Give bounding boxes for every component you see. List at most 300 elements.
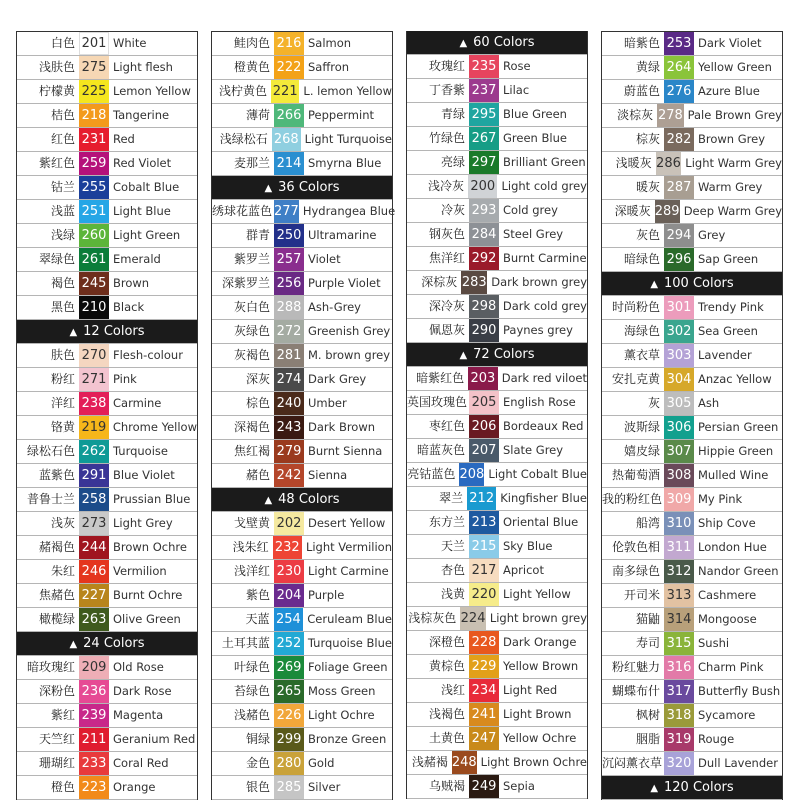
english-color-name: Dark red viloet: [501, 371, 587, 385]
color-swatch-number: 305: [664, 392, 694, 415]
chinese-color-name: 蓝紫色: [38, 468, 75, 482]
chinese-color-name: 浅绿松石: [219, 132, 268, 146]
color-row: [212, 608, 392, 632]
color-row: [212, 656, 392, 680]
color-swatch-number: 205: [469, 391, 499, 414]
color-swatch-number: 286: [656, 152, 682, 175]
english-color-name: Umber: [308, 396, 347, 410]
color-swatch-number: 251: [79, 200, 109, 223]
color-swatch-number: 237: [469, 79, 499, 102]
chinese-color-name: 英国玫瑰色: [407, 395, 468, 409]
chinese-color-name: 薰衣草: [623, 348, 660, 362]
color-swatch-number: 274: [274, 368, 304, 391]
color-row: [212, 584, 392, 608]
color-swatch-number: 241: [469, 703, 499, 726]
chinese-color-name: 枫树: [635, 708, 660, 722]
english-color-name: Light Ochre: [308, 708, 375, 722]
chinese-color-name: 土耳其蓝: [221, 636, 270, 650]
color-swatch-number: 262: [79, 440, 109, 463]
color-swatch-number: 268: [272, 128, 301, 151]
english-color-name: Cold grey: [503, 203, 558, 217]
chinese-color-name: 珊瑚红: [38, 756, 75, 770]
english-color-name: Magenta: [113, 708, 164, 722]
english-color-name: Old Rose: [113, 660, 164, 674]
chinese-color-name: 银色: [245, 780, 270, 794]
english-color-name: Dark brown grey: [491, 275, 587, 289]
color-row: [602, 416, 782, 440]
english-color-name: Dark Brown: [308, 420, 376, 434]
chinese-color-name: 浅赭色: [233, 708, 270, 722]
color-row: [602, 224, 782, 248]
chinese-color-name: 焦赭色: [38, 588, 75, 602]
color-swatch-number: 202: [274, 512, 304, 535]
color-row: [17, 752, 197, 776]
chinese-color-name: 浅红: [440, 683, 465, 697]
color-row: [212, 536, 392, 560]
color-row: [407, 127, 587, 151]
chinese-color-name: 浅黄: [440, 587, 465, 601]
color-swatch-number: 302: [664, 320, 694, 343]
color-row: [17, 80, 197, 104]
english-color-name: Salmon: [308, 36, 352, 50]
section-header-label: 72 Colors: [473, 347, 535, 362]
english-color-name: Green Blue: [503, 131, 567, 145]
color-swatch-number: 265: [274, 680, 304, 703]
color-row: [17, 392, 197, 416]
english-color-name: Light flesh: [113, 60, 173, 74]
chinese-color-name: 薄荷: [245, 108, 270, 122]
english-color-name: Rose: [503, 59, 531, 73]
color-row: [407, 679, 587, 703]
color-swatch-number: 235: [469, 55, 499, 78]
triangle-up-icon: ▲: [69, 327, 78, 338]
chinese-color-name: 沉闷薰衣草: [602, 756, 663, 770]
english-color-name: Silver: [308, 780, 341, 794]
english-color-name: Sienna: [308, 468, 348, 482]
chinese-color-name: 钢灰色: [428, 227, 465, 241]
color-row: [407, 295, 587, 319]
chinese-color-name: 波斯绿: [623, 420, 660, 434]
color-swatch-number: 307: [664, 440, 694, 463]
chinese-color-name: 灰: [647, 396, 660, 410]
chinese-color-name: 铜绿: [245, 732, 270, 746]
section-header-label: 48 Colors: [278, 492, 340, 507]
chinese-color-name: 胭脂: [635, 732, 660, 746]
english-color-name: Mulled Wine: [698, 468, 769, 482]
color-row: [407, 79, 587, 103]
color-swatch-number: 239: [79, 704, 109, 727]
color-row: [212, 344, 392, 368]
color-swatch-number: 297: [469, 151, 499, 174]
english-color-name: Light cold grey: [501, 179, 587, 193]
english-color-name: Dark Grey: [308, 372, 367, 386]
color-swatch-number: 221: [271, 80, 299, 103]
section-header-label: 12 Colors: [83, 324, 145, 339]
color-row: [407, 247, 587, 271]
english-color-name: Dark Violet: [698, 36, 762, 50]
color-swatch-number: 250: [274, 224, 304, 247]
color-swatch-number: 224: [460, 607, 486, 630]
color-swatch-number: 233: [79, 752, 109, 775]
triangle-up-icon: ▲: [69, 639, 78, 650]
color-swatch-number: 228: [469, 631, 499, 654]
color-swatch-number: 290: [469, 319, 499, 342]
color-row: [407, 607, 587, 631]
english-color-name: Prussian Blue: [113, 492, 191, 506]
color-swatch-number: 247: [469, 727, 499, 750]
color-swatch-number: 313: [664, 584, 694, 607]
color-row: [17, 416, 197, 440]
color-row: [212, 728, 392, 752]
color-swatch-number: 301: [664, 296, 694, 319]
color-row: [212, 512, 392, 536]
english-color-name: Light Vermilion: [305, 540, 392, 554]
english-color-name: Lavender: [698, 348, 752, 362]
chinese-color-name: 金色: [245, 756, 270, 770]
chinese-color-name: 群青: [245, 228, 270, 242]
color-row: [602, 728, 782, 752]
english-color-name: Light Carmine: [308, 564, 389, 578]
chinese-color-name: 亮绿: [440, 155, 465, 169]
english-color-name: Azure Blue: [698, 84, 760, 98]
color-row: [407, 655, 587, 679]
color-swatch-number: 209: [79, 656, 109, 679]
chinese-color-name: 浅洋红: [233, 564, 270, 578]
color-row: [602, 680, 782, 704]
color-row: [212, 680, 392, 704]
english-color-name: Kingfisher Blue: [500, 491, 587, 505]
english-color-name: Black: [113, 300, 145, 314]
chinese-color-name: 棕灰: [635, 132, 660, 146]
color-swatch-number: 206: [469, 415, 499, 438]
english-color-name: Ash-Grey: [308, 300, 361, 314]
color-row: [17, 368, 197, 392]
section-header-label: 120 Colors: [664, 780, 734, 795]
color-swatch-number: 203: [468, 367, 498, 390]
section-header: [212, 176, 392, 200]
color-row: [212, 632, 392, 656]
english-color-name: Geranium Red: [113, 732, 196, 746]
english-color-name: Saffron: [308, 60, 350, 74]
color-swatch-number: 282: [664, 128, 694, 151]
color-row: [602, 752, 782, 776]
color-swatch-number: 219: [79, 416, 109, 439]
chinese-color-name: 伦敦色相: [611, 540, 660, 554]
english-color-name: Brown Grey: [698, 132, 766, 146]
english-color-name: Lemon Yellow: [113, 84, 191, 98]
color-swatch-number: 236: [79, 680, 109, 703]
chinese-color-name: 我的粉红色: [602, 492, 663, 506]
color-row: [17, 560, 197, 584]
color-row: [212, 416, 392, 440]
color-swatch-number: 314: [664, 608, 694, 631]
chinese-color-name: 戈壁黄: [233, 516, 270, 530]
english-color-name: Apricot: [503, 563, 544, 577]
english-color-name: Smyrna Blue: [308, 156, 382, 170]
color-swatch-number: 315: [664, 632, 694, 655]
triangle-up-icon: ▲: [650, 279, 659, 290]
color-swatch-number: 298: [469, 295, 499, 318]
color-row: [212, 56, 392, 80]
triangle-up-icon: ▲: [264, 495, 273, 506]
color-row: [602, 104, 782, 128]
color-swatch-number: 296: [664, 248, 694, 271]
section-header-label: 24 Colors: [83, 636, 145, 651]
chinese-color-name: 黄棕色: [428, 659, 465, 673]
chinese-color-name: 土黄色: [428, 731, 465, 745]
color-row: [17, 248, 197, 272]
color-swatch-number: 310: [664, 512, 694, 535]
color-swatch-number: 200: [468, 175, 497, 198]
color-row: [602, 440, 782, 464]
section-header: [17, 632, 197, 656]
color-row: [407, 535, 587, 559]
color-row: [212, 104, 392, 128]
english-color-name: Light Cobalt Blue: [488, 467, 587, 481]
english-color-name: M. brown grey: [308, 348, 391, 362]
color-row: [17, 152, 197, 176]
english-color-name: Purple Violet: [308, 276, 381, 290]
color-row: [212, 224, 392, 248]
chinese-color-name: 浅朱红: [232, 540, 269, 554]
chinese-color-name: 柠檬黄: [38, 84, 75, 98]
english-color-name: Yellow Ochre: [503, 731, 577, 745]
color-row: [17, 31, 197, 56]
color-swatch-number: 285: [274, 776, 304, 799]
color-swatch-number: 211: [79, 728, 109, 751]
color-row: [212, 752, 392, 776]
color-swatch-number: 232: [273, 536, 302, 559]
color-row: [602, 608, 782, 632]
color-swatch-number: 277: [274, 200, 299, 223]
english-color-name: Lilac: [503, 83, 530, 97]
color-row: [212, 776, 392, 800]
chinese-color-name: 船湾: [635, 516, 660, 530]
english-color-name: Ship Cove: [698, 516, 756, 530]
color-row: [17, 680, 197, 704]
color-swatch-number: 295: [469, 103, 499, 126]
english-color-name: Ash: [698, 396, 720, 410]
color-swatch-number: 226: [274, 704, 304, 727]
color-row: [212, 200, 396, 224]
color-swatch-number: 204: [274, 584, 304, 607]
english-color-name: Desert Yellow: [308, 516, 386, 530]
english-color-name: Brown Ochre: [113, 540, 187, 554]
english-color-name: Charm Pink: [698, 660, 764, 674]
section-header: [17, 320, 197, 344]
color-column-2: [211, 31, 396, 800]
chinese-color-name: 浅灰: [50, 516, 75, 530]
chinese-color-name: 杏色: [440, 563, 465, 577]
triangle-up-icon: ▲: [264, 183, 273, 194]
chinese-color-name: 乌贼褐: [428, 779, 465, 793]
english-color-name: Moss Green: [308, 684, 376, 698]
color-row: [602, 392, 782, 416]
chinese-color-name: 鲑肉色: [233, 36, 270, 50]
color-swatch-number: 292: [469, 247, 499, 270]
chinese-color-name: 橙色: [50, 780, 75, 794]
color-row: [17, 344, 197, 368]
chinese-color-name: 暖灰: [635, 180, 660, 194]
color-swatch-number: 267: [469, 127, 499, 150]
english-color-name: Light Warm Grey: [685, 156, 782, 170]
color-swatch-number: 208: [459, 463, 484, 486]
color-swatch-number: 210: [79, 296, 109, 319]
english-color-name: Sepia: [503, 779, 535, 793]
triangle-up-icon: ▲: [459, 350, 468, 361]
english-color-name: Pink: [113, 372, 137, 386]
english-color-name: Cashmere: [698, 588, 757, 602]
english-color-name: Sushi: [698, 636, 730, 650]
english-color-name: Paynes grey: [503, 323, 573, 337]
color-swatch-number: 311: [664, 536, 694, 559]
color-row: [212, 80, 392, 104]
color-row: [407, 559, 587, 583]
color-swatch-number: 255: [79, 176, 109, 199]
color-row: [602, 56, 782, 80]
english-color-name: Coral Red: [113, 756, 169, 770]
english-color-name: Ultramarine: [308, 228, 377, 242]
chinese-color-name: 粉红魅力: [611, 660, 660, 674]
english-color-name: Slate Grey: [503, 443, 564, 457]
chinese-color-name: 天竺红: [38, 732, 75, 746]
color-column-1: [16, 31, 198, 800]
chinese-color-name: 浅褐色: [428, 707, 465, 721]
english-color-name: Grey: [698, 228, 726, 242]
color-row: [407, 583, 587, 607]
color-swatch-number: 312: [664, 560, 694, 583]
color-swatch-number: 294: [664, 224, 694, 247]
color-swatch-number: 284: [469, 223, 499, 246]
triangle-up-icon: ▲: [459, 38, 468, 49]
chinese-color-name: 浅冷灰: [427, 179, 464, 193]
color-row: [407, 367, 587, 391]
chinese-color-name: 海绿色: [623, 324, 660, 338]
chinese-color-name: 红色: [50, 132, 75, 146]
color-row: [602, 31, 782, 56]
english-color-name: Foliage Green: [308, 660, 388, 674]
color-swatch-number: 293: [469, 199, 499, 222]
color-swatch-number: 275: [79, 56, 109, 79]
color-swatch-number: 256: [274, 272, 304, 295]
color-swatch-number: 249: [469, 775, 499, 798]
chinese-color-name: 粉红: [50, 372, 75, 386]
chinese-color-name: 焦红褐: [233, 444, 270, 458]
color-swatch-number: 222: [274, 56, 304, 79]
color-swatch-number: 212: [467, 487, 496, 510]
color-swatch-number: 253: [664, 32, 694, 55]
color-row: [602, 560, 782, 584]
color-row: [602, 464, 782, 488]
color-swatch-number: 269: [274, 656, 304, 679]
english-color-name: Sycamore: [698, 708, 756, 722]
color-row: [407, 175, 587, 199]
chinese-color-name: 棕色: [245, 396, 270, 410]
english-color-name: Rouge: [698, 732, 735, 746]
color-column-4: [601, 31, 783, 800]
section-header: [407, 343, 587, 367]
english-color-name: Hippie Green: [698, 444, 774, 458]
english-color-name: Emerald: [113, 252, 161, 266]
english-color-name: Sea Green: [698, 324, 758, 338]
chinese-color-name: 暗蓝灰色: [416, 443, 465, 457]
english-color-name: Trendy Pink: [698, 300, 764, 314]
section-header-label: 36 Colors: [278, 180, 340, 195]
color-row: [602, 248, 782, 272]
color-row: [212, 440, 392, 464]
english-color-name: Dark cold grey: [502, 299, 587, 313]
color-row: [407, 463, 587, 487]
english-color-name: Light Brown Ochre: [480, 755, 587, 769]
color-row: [212, 31, 392, 56]
color-swatch-number: 260: [79, 224, 109, 247]
english-color-name: Brown: [113, 276, 150, 290]
color-swatch-number: 291: [79, 464, 109, 487]
color-row: [212, 296, 392, 320]
color-swatch-number: 276: [664, 80, 694, 103]
chinese-color-name: 紫罗兰: [233, 252, 270, 266]
english-color-name: Light Blue: [113, 204, 171, 218]
color-row: [407, 103, 587, 127]
chinese-color-name: 天兰: [440, 539, 465, 553]
english-color-name: Yellow Brown: [503, 659, 579, 673]
color-swatch-number: 299: [274, 728, 304, 751]
english-color-name: Gold: [308, 756, 335, 770]
color-swatch-number: 288: [274, 296, 304, 319]
chinese-color-name: 亮钴蓝色: [407, 467, 456, 481]
color-swatch-number: 306: [664, 416, 694, 439]
color-swatch-number: 258: [79, 488, 109, 511]
english-color-name: Blue Green: [503, 107, 567, 121]
color-swatch-number: 201: [79, 32, 109, 55]
english-color-name: Vermilion: [113, 564, 167, 578]
color-row: [407, 151, 587, 175]
chinese-color-name: 淡棕灰: [617, 108, 654, 122]
color-swatch-number: 225: [79, 80, 109, 103]
color-row: [17, 296, 197, 320]
chinese-color-name: 暗玫瑰红: [26, 660, 75, 674]
color-swatch-number: 303: [664, 344, 694, 367]
chinese-color-name: 浅蓝: [50, 204, 75, 218]
color-row: [212, 392, 392, 416]
english-color-name: Light Yellow: [503, 587, 571, 601]
color-swatch-number: 266: [274, 104, 304, 127]
english-color-name: English Rose: [503, 395, 576, 409]
chinese-color-name: 灰白色: [233, 300, 270, 314]
color-swatch-number: 280: [274, 752, 304, 775]
color-row: [212, 128, 392, 152]
color-row: [407, 415, 587, 439]
chinese-color-name: 佩恩灰: [428, 323, 465, 337]
color-swatch-number: 240: [274, 392, 304, 415]
color-row: [17, 488, 197, 512]
color-row: [17, 464, 197, 488]
chinese-color-name: 灰绿色: [233, 324, 270, 338]
english-color-name: Anzac Yellow: [698, 372, 772, 386]
chinese-color-name: 紫红色: [38, 156, 75, 170]
color-row: [602, 368, 782, 392]
color-swatch-number: 207: [469, 439, 499, 462]
color-row: [17, 104, 197, 128]
color-swatch-number: 215: [469, 535, 499, 558]
color-row: [17, 440, 197, 464]
chinese-color-name: 暗紫红色: [416, 371, 465, 385]
color-row: [407, 487, 587, 511]
color-swatch-number: 223: [79, 776, 109, 799]
color-row: [407, 703, 587, 727]
color-row: [407, 751, 587, 775]
chinese-color-name: 浅绿: [50, 228, 75, 242]
